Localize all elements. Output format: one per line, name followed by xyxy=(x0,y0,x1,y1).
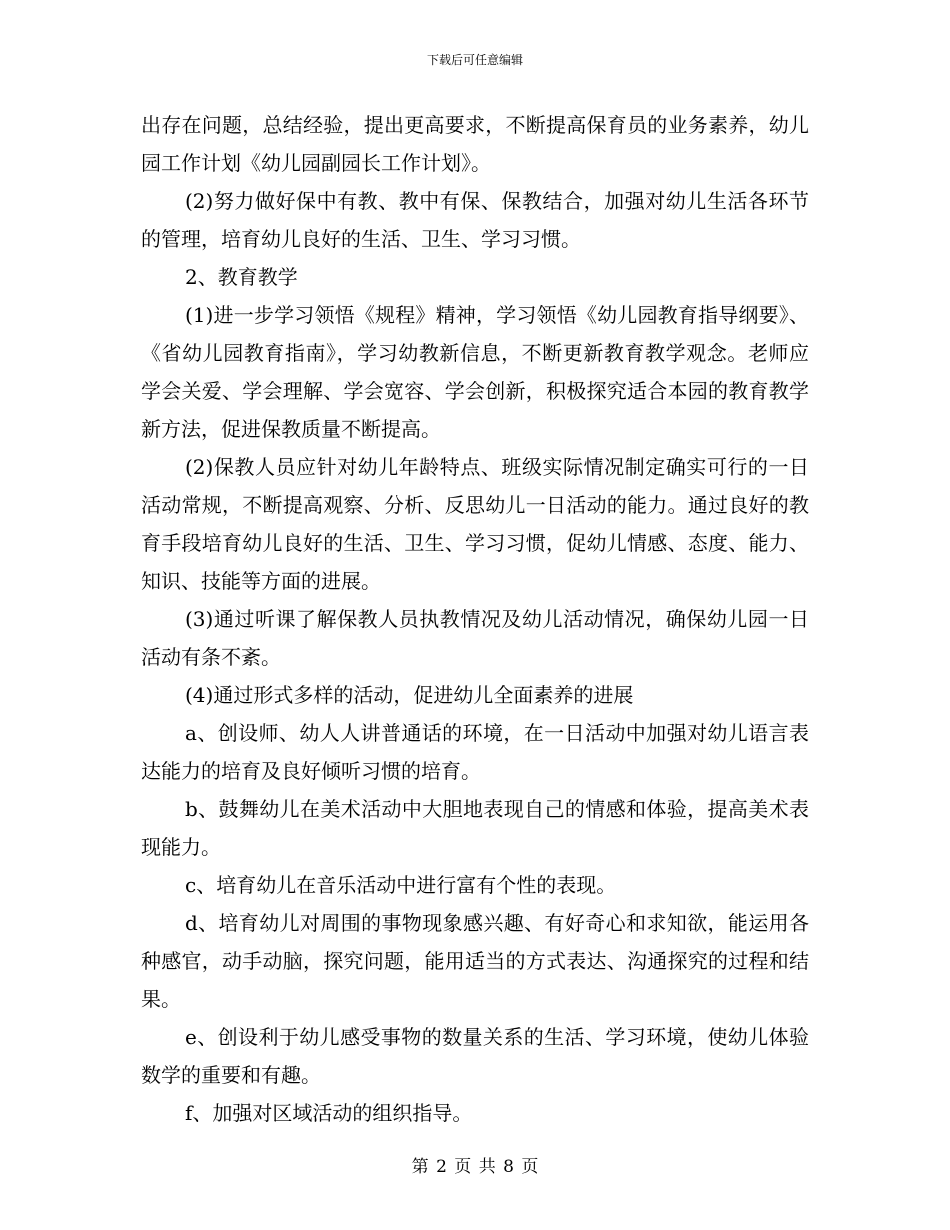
paragraph-6: (3)通过听课了解保教人员执教情况及幼儿活动情况，确保幼儿园一日活动有条不紊。 xyxy=(141,607,809,669)
paragraph-5: (2)保教人员应针对幼儿年龄特点、班级实际情况制定确实可行的一日活动常规，不断提高观察、分析、反思幼儿一日活动的能力。通过良好的教育手段培育幼儿良好的生活、卫生、学习习惯，促幼儿情感、态度、能力、知识、技能等方面的进展。 xyxy=(141,455,809,593)
paragraph-1: 出存在问题，总结经验，提出更高要求，不断提高保育员的业务素养，幼儿园工作计划《幼儿园副园长工作计划》。 xyxy=(141,113,809,175)
list-item-f: f、加强对区域活动的组织指导。 xyxy=(185,1101,473,1125)
page-number-footer: 第 2 页 共 8 页 xyxy=(411,1157,539,1177)
document-body xyxy=(141,106,809,1132)
page-header-note: 下载后可任意编辑 xyxy=(426,53,523,67)
paragraph-4: (1)进一步学习领悟《规程》精神，学习领悟《幼儿园教育指导纲要》、《省幼儿园教育指南》，学习幼教新信息，不断更新教育教学观念。老师应学会关爱、学会理解、学会宽容、学会创新，积极探究适合本园的教育教学新方法，促进保教质量不断提高。 xyxy=(141,303,809,441)
list-item-c: c、培育幼儿在音乐活动中进行富有个性的表现。 xyxy=(185,873,617,897)
list-item-b: b、鼓舞幼儿在美术活动中大胆地表现自己的情感和体验，提高美术表现能力。 xyxy=(141,797,809,859)
paragraph-7: (4)通过形式多样的活动，促进幼儿全面素养的进展 xyxy=(185,683,634,707)
list-item-a: a、创设师、幼人人讲普通话的环境，在一日活动中加强对幼儿语言表达能力的培育及良好倾听习惯的培育。 xyxy=(141,721,809,783)
list-item-e: e、创设利于幼儿感受事物的数量关系的生活、学习环境，使幼儿体验数学的重要和有趣。 xyxy=(141,1025,809,1087)
section-heading-education: 2、教育教学 xyxy=(185,265,298,289)
list-item-d: d、培育幼儿对周围的事物现象感兴趣、有好奇心和求知欲，能运用各种感官，动手动脑，探究问题，能用适当的方式表达、沟通探究的过程和结果。 xyxy=(141,911,809,1011)
paragraph-2: (2)努力做好保中有教、教中有保、保教结合，加强对幼儿生活各环节的管理，培育幼儿良好的生活、卫生、学习习惯。 xyxy=(141,189,809,251)
